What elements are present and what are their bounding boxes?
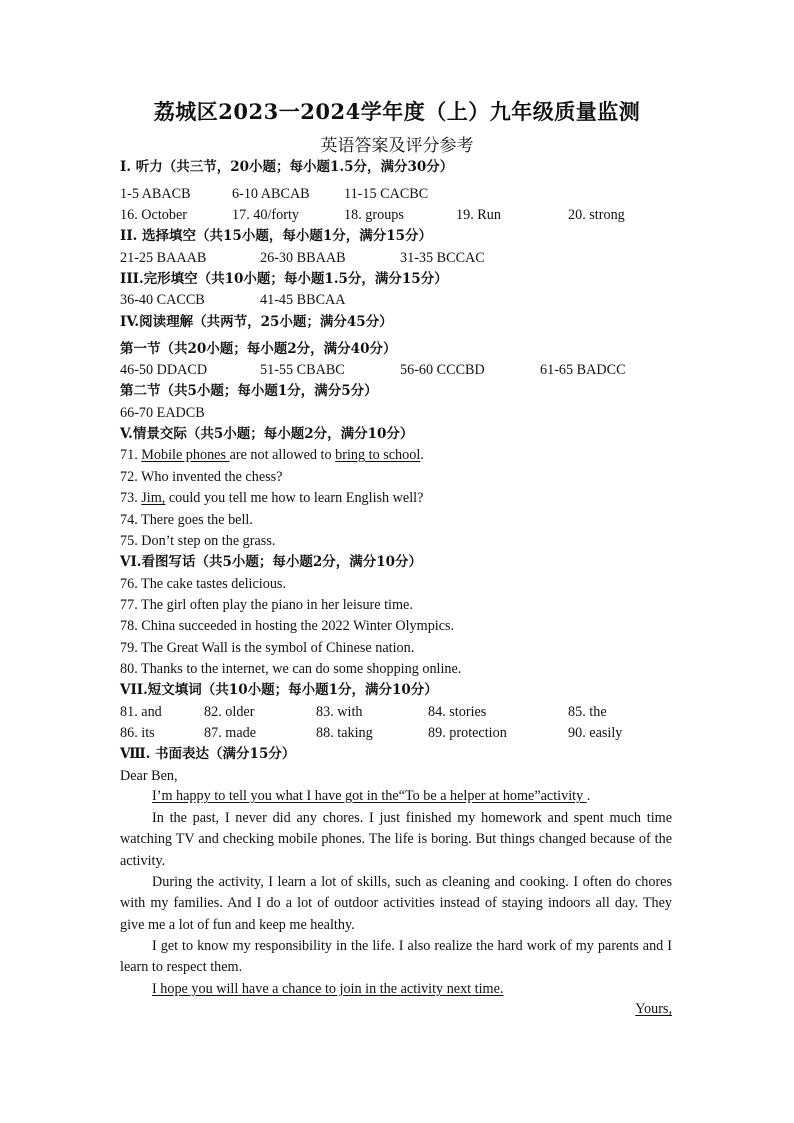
answer-group: 56-60 CCCBD [400, 362, 485, 378]
section-6-heading: VI.看图写话（共5小题；每小题2分，满分10分） [120, 554, 423, 570]
answer-item: 85. the [568, 704, 607, 720]
answer-item: 81. and [120, 704, 162, 720]
answer-item: 90. easily [568, 725, 623, 741]
answer-72: 72. Who invented the chess? [120, 469, 283, 485]
answer-group: 61-65 BADCC [540, 362, 626, 378]
answer-75: 75. Don’t step on the grass. [120, 533, 276, 549]
answer-group: 31-35 BCCAC [400, 250, 485, 266]
answer-item: 83. with [316, 704, 363, 720]
section-5-heading: V.情景交际（共5小题；每小题2分，满分10分） [120, 426, 414, 442]
answer-group: 66-70 EADCB [120, 405, 205, 421]
answer-item: 84. stories [428, 704, 487, 720]
answer-item: 16. October [120, 207, 187, 223]
answer-71: 71. Mobile phones are not allowed to bring to school. [120, 447, 424, 463]
answer-group: 1-5 ABACB [120, 186, 191, 202]
letter-paragraph-5 [120, 979, 672, 1000]
answer-item: 87. made [204, 725, 257, 741]
answer-78: 78. China succeeded in hosting the 2022 Winter Olympics. [120, 618, 455, 634]
answer-item: 89. protection [428, 725, 507, 741]
letter-paragraph-4: I get to know my responsibility in the life. I also realize the hard work of my parents and I learn to respect them. [120, 938, 672, 976]
answer-group: 36-40 CACCB [120, 292, 205, 308]
section-4-part-1-heading: 第一节（共20小题；每小题2分，满分40分） [120, 341, 397, 357]
underlined-phrase: Mobile phones [141, 447, 230, 463]
underlined-sentence: I’m happy to tell you what I have got in the“To be a helper at home”activity [152, 788, 587, 804]
answer-group: 6-10 ABCAB [232, 186, 310, 202]
answer-group: 46-50 DDACD [120, 362, 208, 378]
answer-74: 74. There goes the bell. [120, 512, 253, 528]
answer-76: 76. The cake tastes delicious. [120, 576, 286, 592]
answer-group: 41-45 BBCAA [260, 292, 346, 308]
section-2-heading: II. 选择填空（共15小题，每小题1分，满分15分） [120, 228, 432, 244]
answer-group: 11-15 CACBC [344, 186, 429, 202]
answer-item: 17. 40/forty [232, 207, 299, 223]
answer-item: 86. its [120, 725, 155, 741]
page-subtitle: 英语答案及评分参考 [320, 136, 474, 156]
letter-greeting: Dear Ben, [120, 768, 178, 784]
page-title: 荔城区2023一2024学年度（上）九年级质量监测 [153, 99, 641, 124]
answer-item: 18. groups [344, 207, 404, 223]
section-4-part-2-heading: 第二节（共5小题；每小题1分，满分5分） [120, 383, 378, 399]
answer-item: 82. older [204, 704, 255, 720]
answer-group: 51-55 CBABC [260, 362, 345, 378]
answer-73: 73. Jim, could you tell me how to learn English well? [120, 490, 424, 506]
answer-item: 88. taking [316, 725, 373, 741]
answer-item: 19. Run [456, 207, 501, 223]
section-8-heading: Ⅷ. 书面表达（满分15分） [120, 746, 296, 762]
letter-closing: Yours, [635, 1001, 672, 1017]
answer-item: 20. strong [568, 207, 625, 223]
answer-group: 26-30 BBAAB [260, 250, 346, 266]
letter-paragraph-1: I’m happy to tell you what I have got in the“To be a helper at home”activity . [152, 788, 591, 804]
section-3-heading: III.完形填空（共10小题；每小题1.5分，满分15分） [120, 271, 448, 287]
section-1-heading: I. 听力（共三节，20小题；每小题1.5分，满分30分） [120, 159, 454, 175]
underlined-phrase: bring to school [335, 447, 421, 463]
letter-paragraph-3: During the activity, I learn a lot of skills, such as cleaning and cooking. I often do chores with my families. And I do a lot of outdoor activities instead of staying indoors all day. They give me a lot of fun and keep me healthy. [120, 874, 672, 933]
answer-group: 21-25 BAAAB [120, 250, 207, 266]
section-7-heading: VII.短文填词（共10小题；每小题1分，满分10分） [120, 682, 438, 698]
answer-79: 79. The Great Wall is the symbol of Chinese nation. [120, 640, 415, 656]
answer-80: 80. Thanks to the internet, we can do some shopping online. [120, 661, 462, 677]
answer-77: 77. The girl often play the piano in her leisure time. [120, 597, 413, 613]
underlined-sentence: I hope you will have a chance to join in the activity next time. [152, 981, 504, 997]
underlined-phrase: Jim, [141, 490, 166, 506]
letter-paragraph-2: In the past, I never did any chores. I just finished my homework and spent much time watching TV and checking mobile phones. The life is boring. But things changed because of the activity. [120, 810, 672, 869]
section-4-heading: IV.阅读理解（共两节，25小题；满分45分） [120, 314, 393, 330]
